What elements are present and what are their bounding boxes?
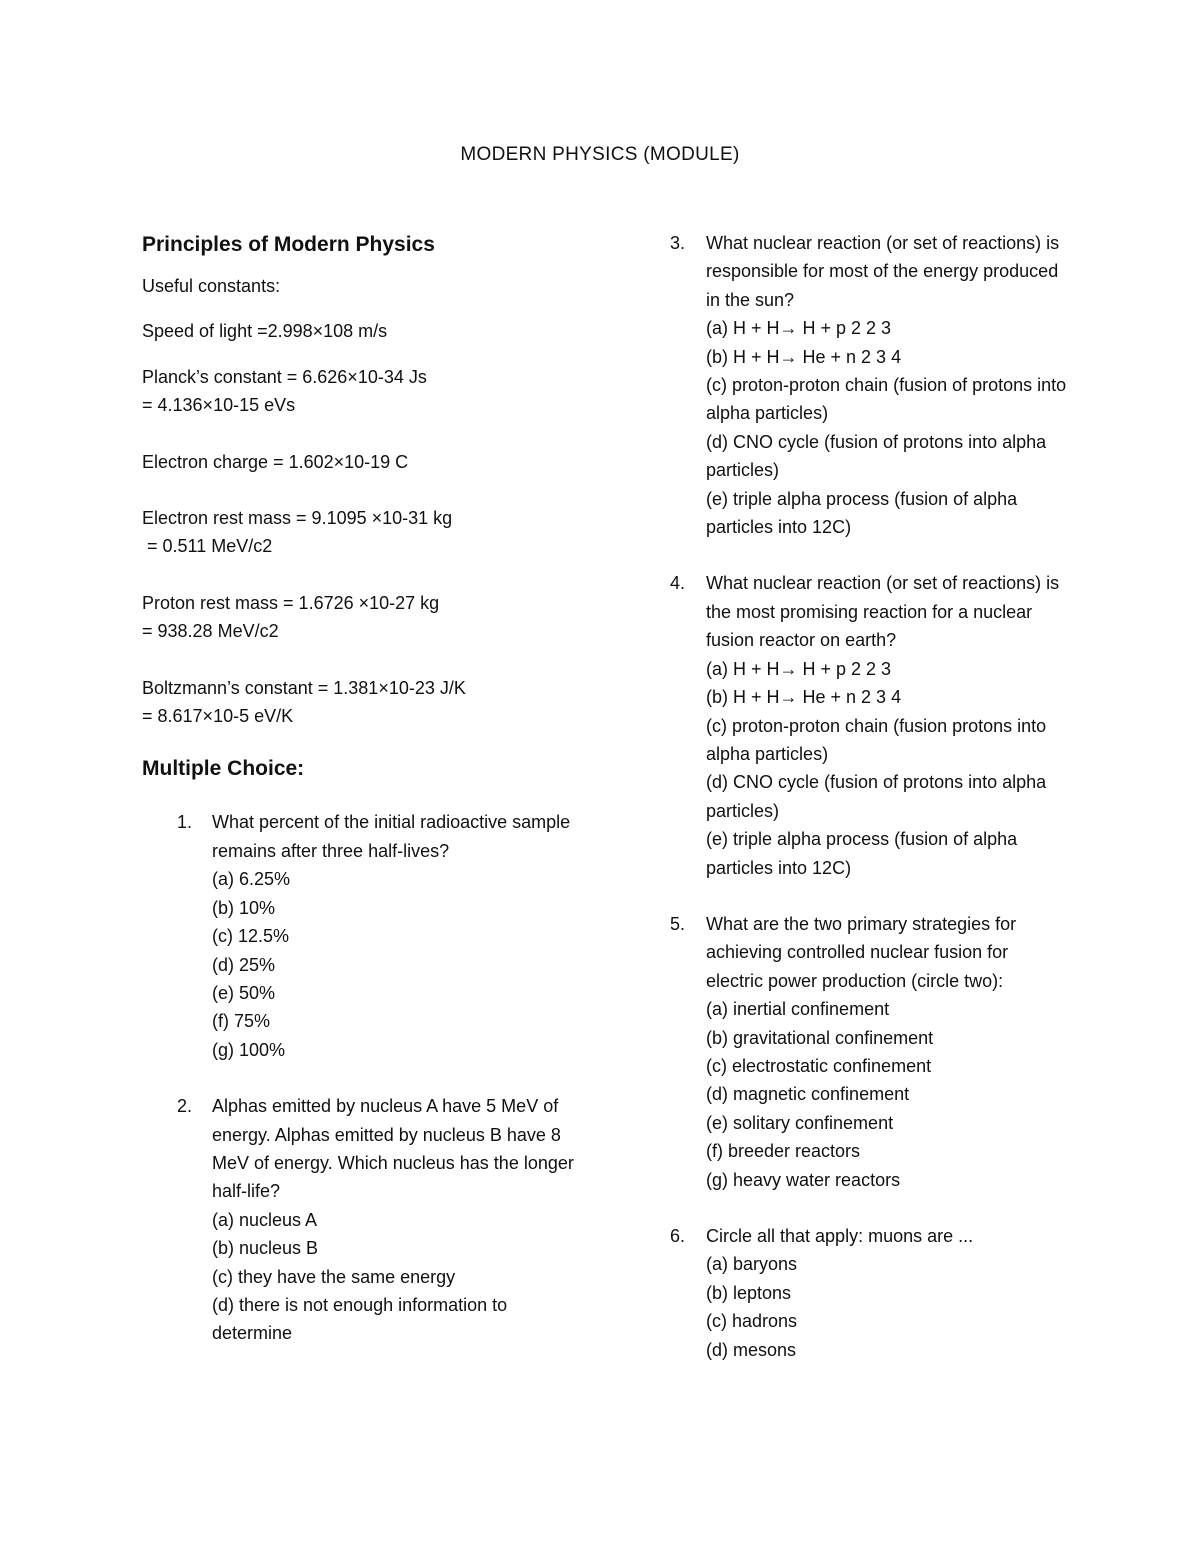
option: (a) inertial confinement bbox=[706, 999, 890, 1020]
option: (c) proton-proton chain (fusion protons into alpha particles) bbox=[706, 715, 1047, 764]
option: (a) nucleus A bbox=[212, 1209, 318, 1230]
question-3 bbox=[670, 229, 1070, 541]
constant-electron-mass-mev: = 0.511 MeV/c2 bbox=[142, 536, 273, 557]
constants-heading: Useful constants: bbox=[142, 276, 281, 296]
option: (d) there is not enough information to determine bbox=[212, 1294, 508, 1344]
option: (c) 12.5% bbox=[212, 926, 290, 947]
option: (c) they have the same energy bbox=[212, 1266, 456, 1287]
question-number: 2. bbox=[177, 1096, 193, 1117]
question-5 bbox=[670, 910, 1070, 1194]
option: (a) H + H→ H + p 2 2 3 bbox=[706, 318, 892, 339]
option: (b) 10% bbox=[212, 897, 276, 918]
question-text: Circle all that apply: muons are ... bbox=[706, 1226, 974, 1246]
option: (g) 100% bbox=[212, 1039, 286, 1060]
option: (f) 75% bbox=[212, 1011, 271, 1032]
question-text: Alphas emitted by nucleus A have 5 MeV of energy. Alphas emitted by nucleus B have 8 MeV of energy. Which nucleus has the longer half-life? bbox=[212, 1096, 574, 1202]
option: (e) solitary confinement bbox=[706, 1112, 894, 1133]
constant-electron-charge: Electron charge = 1.602×10-19 C bbox=[142, 451, 409, 472]
option: (b) nucleus B bbox=[212, 1238, 319, 1259]
constant-proton-mass: Proton rest mass = 1.6726 ×10-27 kg bbox=[142, 592, 440, 613]
question-text: What percent of the initial radioactive sample remains after three half-lives? bbox=[212, 812, 571, 861]
option: (e) triple alpha process (fusion of alpha particles into 12C) bbox=[706, 829, 1018, 878]
constant-boltzmann-ev: = 8.617×10-5 eV/K bbox=[142, 706, 294, 727]
option: (f) breeder reactors bbox=[706, 1141, 861, 1162]
question-text: What nuclear reaction (or set of reactions) is responsible for most of the energy produced in the sun? bbox=[706, 233, 1060, 310]
question-text: What nuclear reaction (or set of reactions) is the most promising reaction for a nuclear fusion reactor on earth? bbox=[706, 573, 1060, 651]
question-text: What are the two primary strategies for achieving controlled nuclear fusion for electric power production (circle two): bbox=[706, 913, 1017, 991]
question-4 bbox=[670, 569, 1070, 881]
constant-proton-mass-mev: = 938.28 MeV/c2 bbox=[142, 621, 279, 642]
constant-speed-of-light: Speed of light =2.998×108 m/s bbox=[142, 321, 388, 342]
option: (d) mesons bbox=[706, 1339, 797, 1360]
question-number: 1. bbox=[177, 812, 193, 833]
option: (b) H + H→ He + n 2 3 4 bbox=[706, 687, 902, 708]
question-number: 4. bbox=[670, 573, 686, 594]
page-title: MODERN PHYSICS (MODULE) bbox=[460, 144, 740, 165]
option: (d) CNO cycle (fusion of protons into alpha particles) bbox=[706, 772, 1047, 821]
left-column bbox=[142, 228, 582, 1348]
option: (b) gravitational confinement bbox=[706, 1027, 934, 1048]
option: (b) leptons bbox=[706, 1282, 792, 1303]
constant-electron-mass: Electron rest mass = 9.1095 ×10-31 kg bbox=[142, 508, 453, 529]
constant-planck-ev: = 4.136×10-15 eVs bbox=[142, 395, 296, 416]
option: (g) heavy water reactors bbox=[706, 1169, 901, 1190]
constant-planck: Planck’s constant = 6.626×10-34 Js bbox=[142, 366, 427, 387]
option: (c) hadrons bbox=[706, 1311, 798, 1332]
option: (d) CNO cycle (fusion of protons into alpha particles) bbox=[706, 431, 1047, 481]
question-2 bbox=[142, 1092, 582, 1348]
option: (e) triple alpha process (fusion of alpha particles into 12C) bbox=[706, 488, 1018, 538]
option: (a) H + H→ H + p 2 2 3 bbox=[706, 658, 892, 679]
question-6 bbox=[670, 1222, 1070, 1364]
option: (a) baryons bbox=[706, 1254, 798, 1275]
section-title: Principles of Modern Physics bbox=[142, 233, 435, 256]
option: (d) 25% bbox=[212, 954, 276, 975]
question-number: 3. bbox=[670, 233, 686, 253]
option: (c) proton-proton chain (fusion of protons into alpha particles) bbox=[706, 375, 1067, 424]
option: (c) electrostatic confinement bbox=[706, 1055, 932, 1076]
question-1 bbox=[142, 808, 582, 1064]
question-number: 5. bbox=[670, 913, 686, 934]
option: (b) H + H→ He + n 2 3 4 bbox=[706, 346, 902, 367]
constant-boltzmann: Boltzmann’s constant = 1.381×10-23 J/K bbox=[142, 677, 466, 698]
option: (a) 6.25% bbox=[212, 869, 291, 890]
multiple-choice-title: Multiple Choice: bbox=[142, 757, 305, 781]
option: (d) magnetic confinement bbox=[706, 1084, 910, 1105]
right-column bbox=[670, 229, 1070, 1364]
question-number: 6. bbox=[670, 1226, 686, 1246]
option: (e) 50% bbox=[212, 982, 276, 1003]
